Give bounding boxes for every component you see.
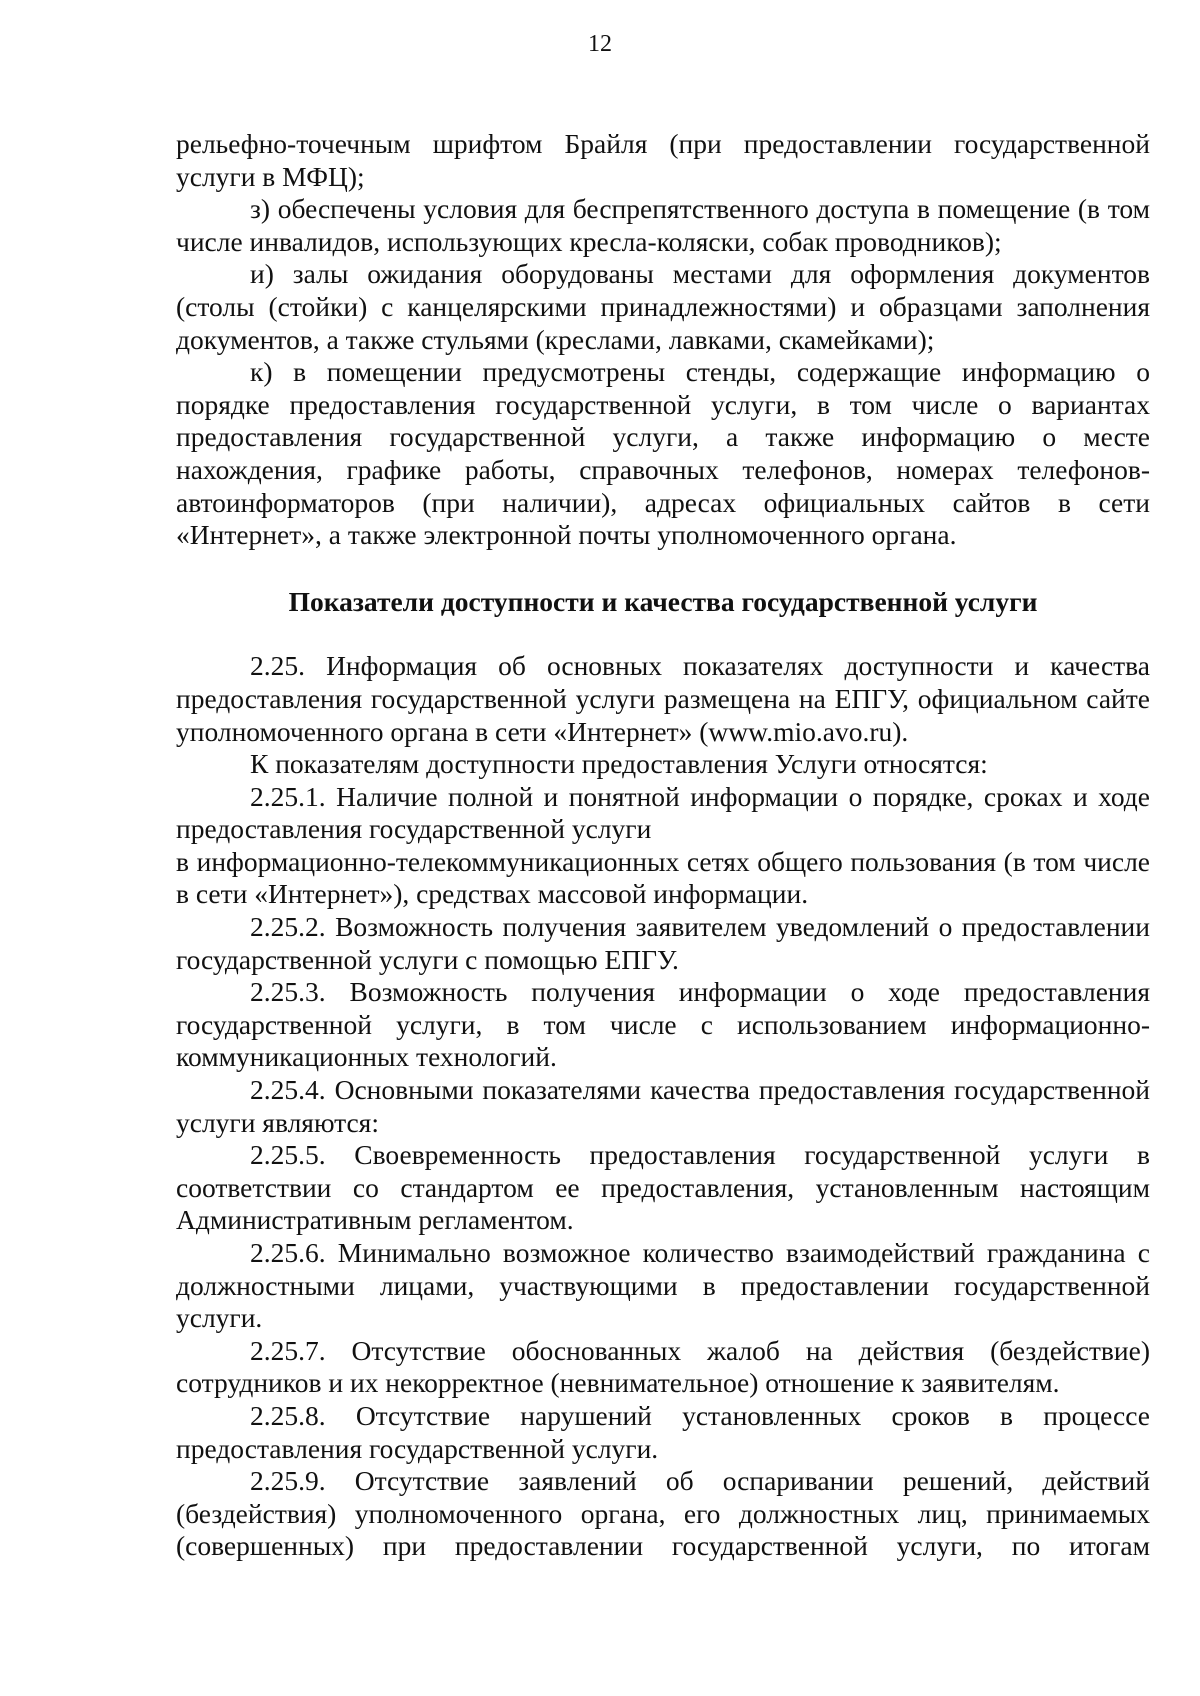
document-body: [176, 128, 1150, 1563]
paragraph-2-25-2: 2.25.2. Возможность получения заявителем уведомлений о предоставлении государственной услуги с помощью ЕПГУ.: [176, 911, 1150, 975]
paragraph-2-25-6: 2.25.6. Минимально возможное количество взаимодействий гражданина с должностными лицами, участвующими в предоставлении государственной услуги.: [176, 1237, 1150, 1334]
paragraph-2-25-4: 2.25.4. Основными показателями качества предоставления государственной услуги являются:: [176, 1074, 1150, 1138]
paragraph-2-25-1-continuation: в информационно-телекоммуникационных сетях общего пользования (в том числе в сети «Интернет»), средствах массовой информации.: [176, 845, 1150, 910]
page-number: 12: [588, 31, 612, 57]
paragraph-2-25-5: 2.25.5. Своевременность предоставления государственной услуги в соответствии со стандартом ее предоставления, установленным настоящим Административным регламентом.: [176, 1139, 1150, 1236]
paragraph-2-25-8: 2.25.8. Отсутствие нарушений установленных сроков в процессе предоставления государственной услуги.: [176, 1399, 1150, 1464]
paragraph-item-z: з) обеспечены условия для беспрепятственного доступа в помещение (в том числе инвалидов, использующих кресла-коляски, собак проводников);: [176, 193, 1150, 257]
paragraph-accessibility-intro: К показателям доступности предоставления Услуги относятся:: [250, 748, 988, 780]
paragraph-2-25-7: 2.25.7. Отсутствие обоснованных жалоб на действия (бездействие) сотрудников и их некорректное (невнимательное) отношение к заявителям.: [176, 1334, 1150, 1399]
paragraph-2-25-9: 2.25.9. Отсутствие заявлений об оспаривании решений, действий (бездействия) уполномоченного органа, его должностных лиц, принимаемых (совершенных) при предоставлении государственной услуги, по итогам: [176, 1465, 1150, 1562]
paragraph-2-25-1: 2.25.1. Наличие полной и понятной информации о порядке, сроках и ходе предоставления государственной услуги: [176, 780, 1150, 845]
paragraph-2-25-3: 2.25.3. Возможность получения информации о ходе предоставления государственной услуги, в том числе с использованием информационно-коммуникационных технологий.: [176, 976, 1150, 1073]
section-heading: Показатели доступности и качества государственной услуги: [288, 585, 1038, 617]
paragraph-braille-continuation: рельефно-точечным шрифтом Брайля (при предоставлении государственной услуги в МФЦ);: [176, 128, 1150, 192]
paragraph-item-k: к) в помещении предусмотрены стенды, содержащие информацию о порядке предоставления государственной услуги, в том числе о вариантах предоставления государственной услуги, а также информацию о месте нахождения, графике работы, справочных телефонов, номерах телефонов-автоинформаторов (при наличии), адресах официальных сайтов в сети «Интернет», а также электронной почты уполномоченного органа.: [176, 356, 1150, 551]
paragraph-item-i: и) залы ожидания оборудованы местами для оформления документов (столы (стойки) с канцелярскими принадлежностями) и образцами заполнения документов, а также стульями (креслами, лавками, скамейками);: [176, 258, 1150, 355]
paragraph-2-25: 2.25. Информация об основных показателях доступности и качества предоставления государственной услуги размещена на ЕПГУ, официальном сайте уполномоченного органа в сети «Интернет» (www.mio.avo.ru).: [176, 650, 1150, 747]
